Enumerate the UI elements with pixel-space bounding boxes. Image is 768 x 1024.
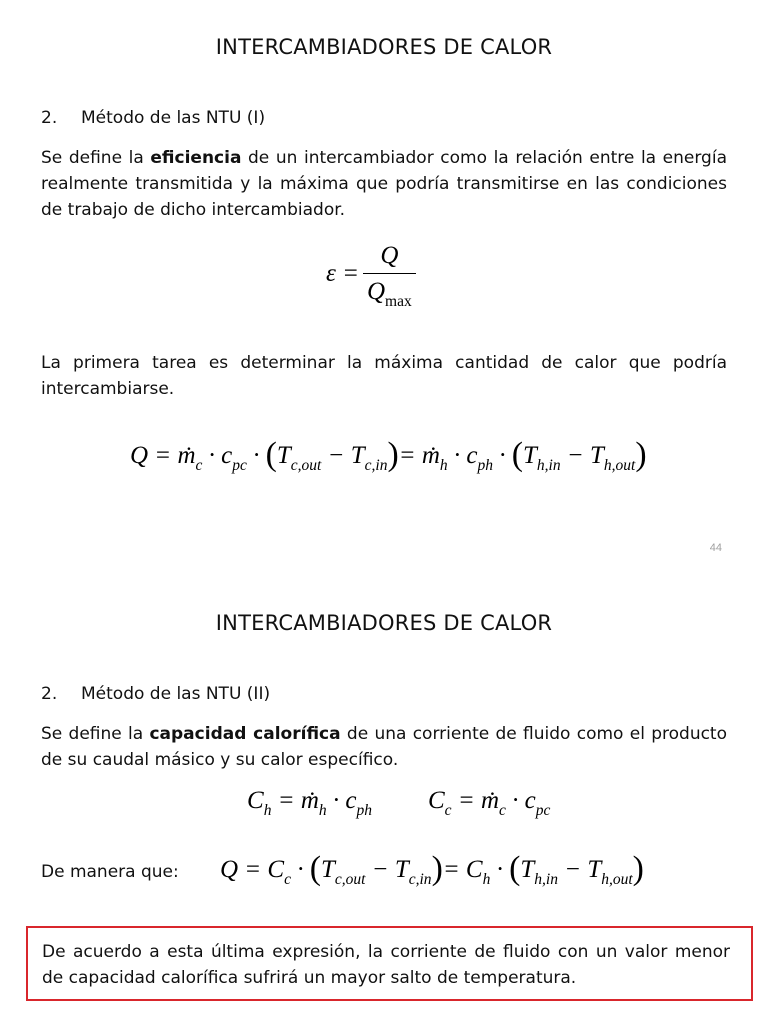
slide1-section-heading — [41, 108, 265, 128]
equation-label: De manera que: — [41, 862, 179, 882]
slide2-section-heading — [41, 684, 270, 704]
slide2-para1-bold: capacidad calorífica — [149, 724, 341, 744]
slide2-paragraph-heat-capacity — [41, 721, 727, 773]
efficiency-equation: ε = $\frac{Q}{Q_{max}}$ — [326, 242, 420, 306]
slide2-para1-post: de una corriente de fluido como el producto de su caudal másico y su calor específico. — [41, 724, 728, 770]
slide1-title: INTERCAMBIADORES DE CALOR — [215, 35, 553, 59]
note-text: De acuerdo a esta última expresión, la corriente de fluido con un valor menor de capacidad calorífica sufrirá un mayor salto de temperatura. — [42, 942, 730, 988]
heat-balance-equation: Q = . $m_c \cdot c_{pc} \cdot (T_{c,out} - T_{c,in})=$ . $m_h \cdot c_{ph} \cdot (T_{h,in} - T_{h,out})$ — [130, 436, 647, 474]
heat-capacity-equations: $C_h$ = . $m_h \cdot c_{ph}$ $C_c$ = . $m_c \cdot c_{pc}$ — [247, 787, 550, 815]
note-box — [26, 926, 753, 1001]
slide2-section-number: 2. — [41, 684, 58, 704]
slide2-section-title: Método de las NTU (II) — [81, 684, 271, 704]
slide1-section-title: Método de las NTU (I) — [81, 108, 266, 128]
slide1-page-number: 44 — [709, 542, 722, 554]
slide1-section-number: 2. — [41, 108, 58, 128]
slide1-para1-post: de un intercambiador como la relación entre la energía realmente transmitida y la máxima que podría transmitirse en las condiciones de trabajo de dicho intercambiador. — [41, 148, 727, 220]
heat-capacity-balance-equation: $Q = C_c \cdot (T_{c,out} - T_{c,in})= C_h \cdot (T_{h,in} - T_{h,out})$ — [220, 850, 644, 888]
slide1-paragraph-max-heat: La primera tarea es determinar la máxima cantidad de calor que podría intercambiarse. — [41, 353, 727, 399]
slide1-para1-bold: eficiencia — [150, 148, 242, 168]
slide2-para1-pre: Se define la — [41, 724, 150, 744]
slide2-title: INTERCAMBIADORES DE CALOR — [215, 611, 553, 635]
slide1-para1-pre: Se define la — [41, 148, 151, 168]
slide1-paragraph-efficiency — [41, 145, 727, 223]
